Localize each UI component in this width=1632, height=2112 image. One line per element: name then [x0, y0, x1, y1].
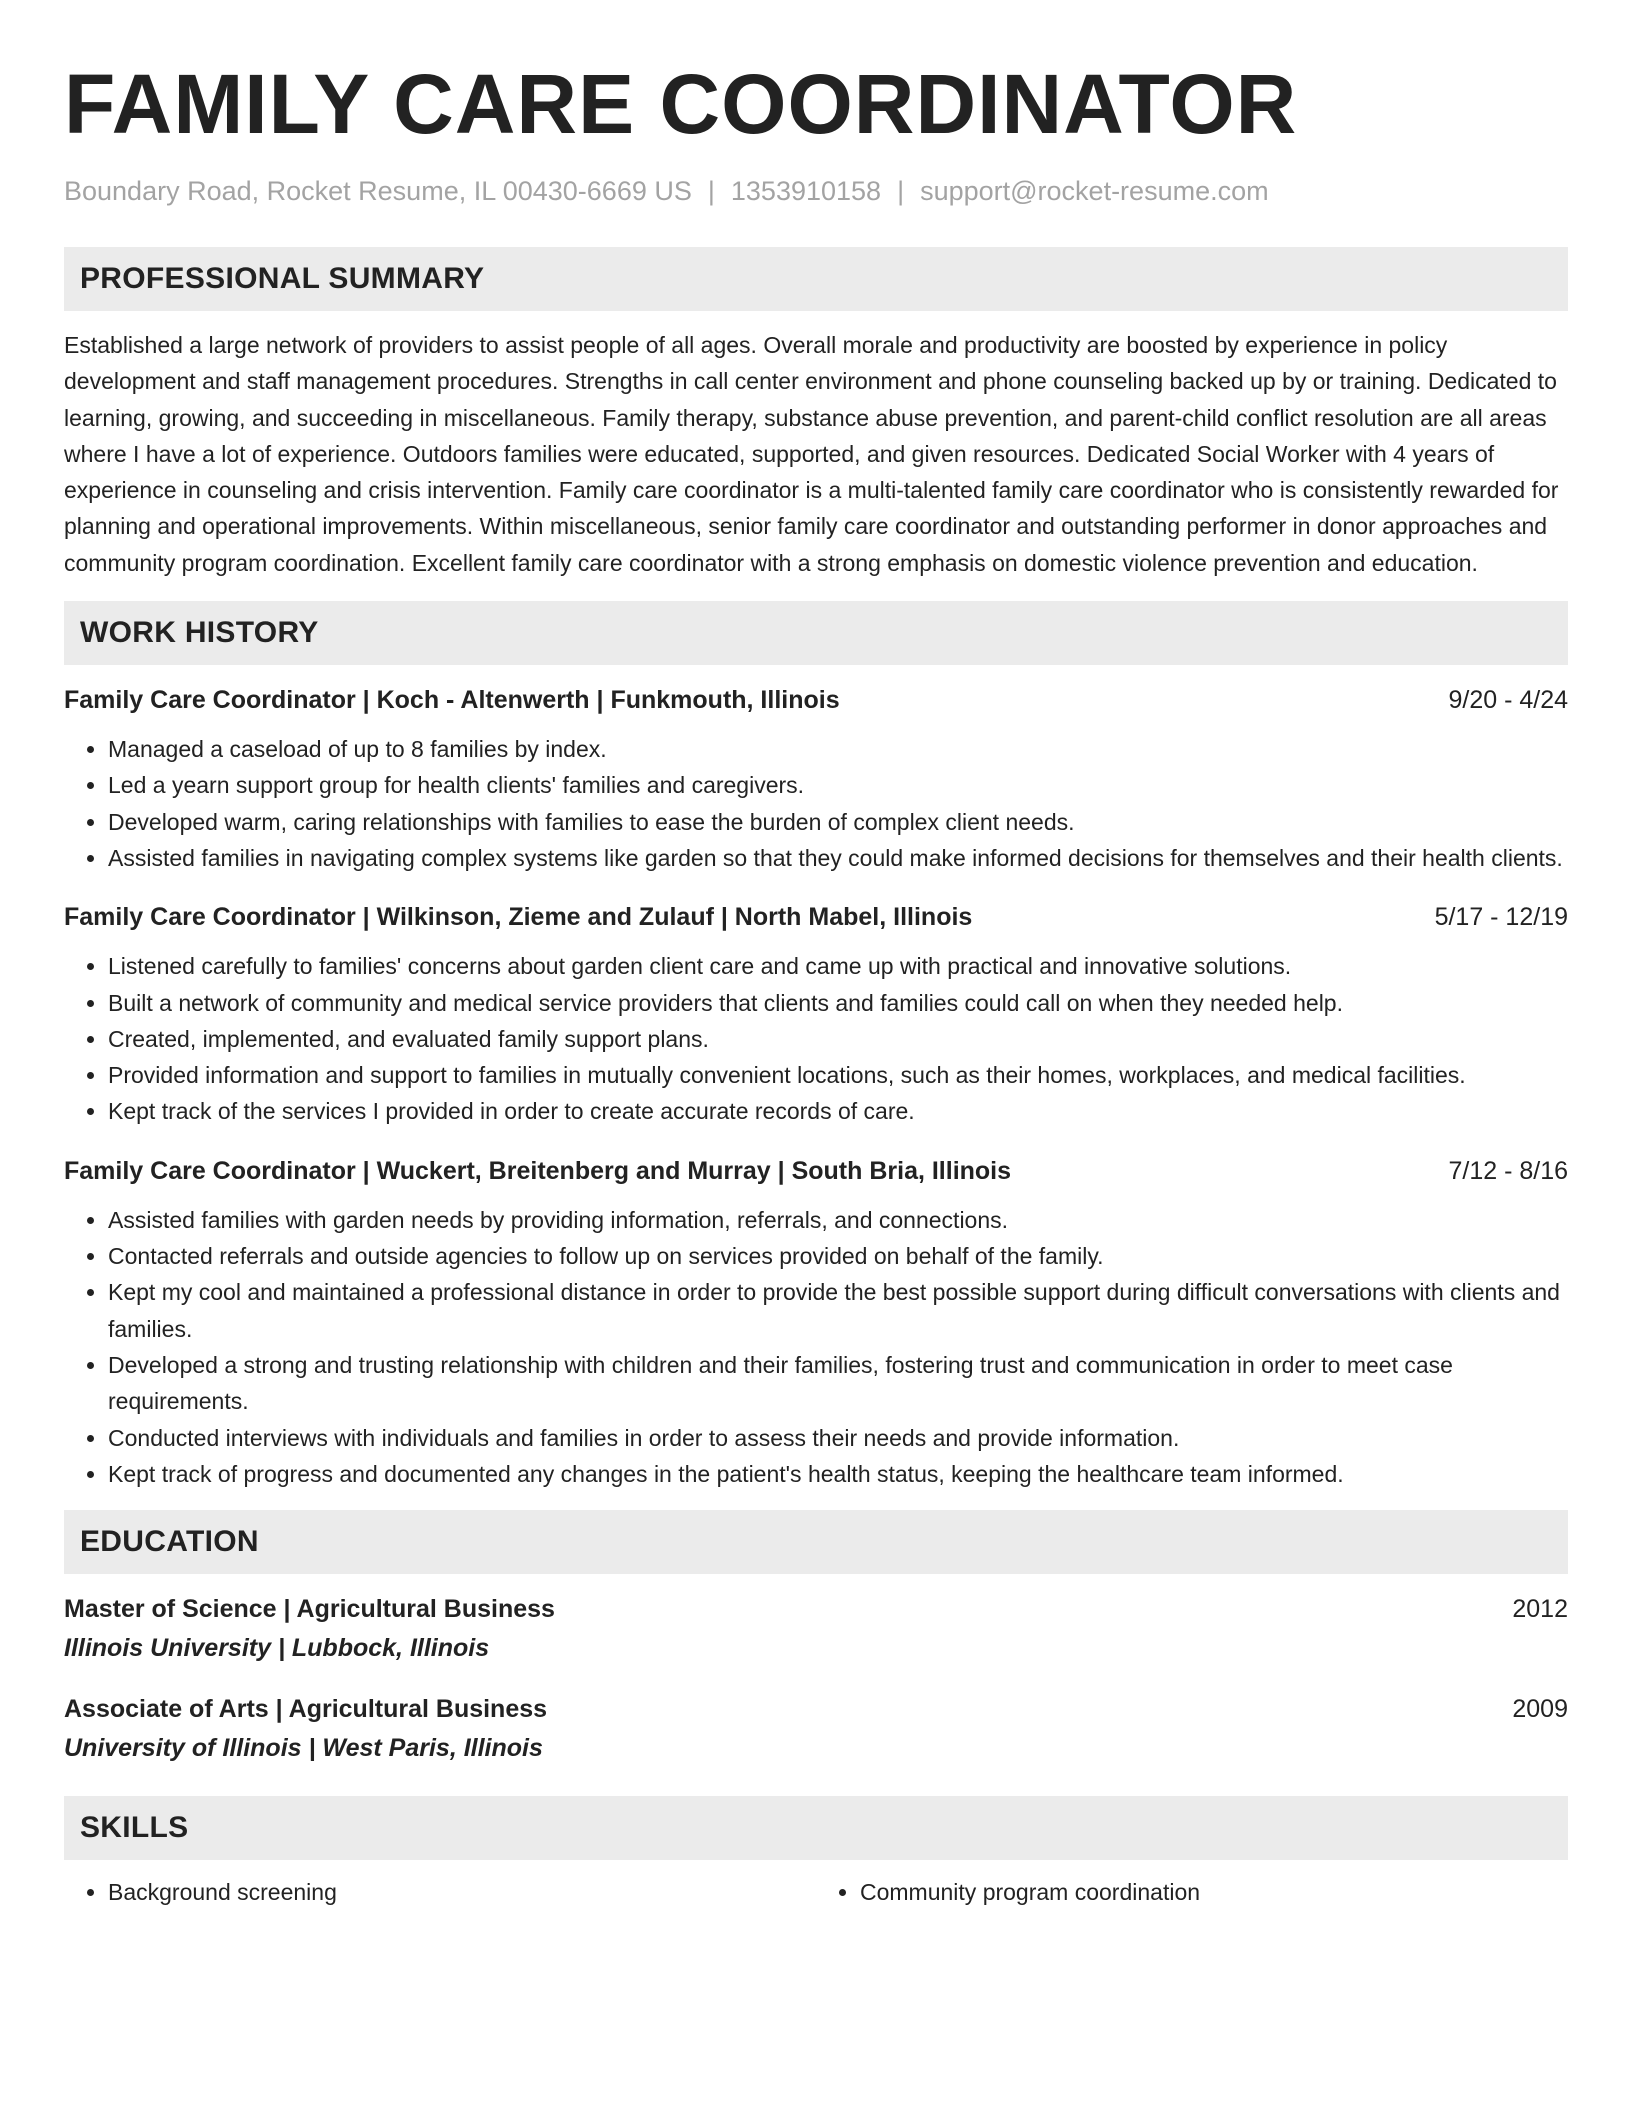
skills-list	[64, 1874, 1568, 1910]
contact-address: Boundary Road, Rocket Resume, IL 00430-6669 US	[64, 176, 692, 206]
job-dates: 9/20 - 4/24	[1448, 686, 1568, 715]
section-header-education: EDUCATION	[64, 1510, 1568, 1574]
degree-title: Master of Science | Agricultural Business	[64, 1595, 555, 1624]
job-bullet: • Managed a caseload of up to 8 families by index.	[108, 731, 1568, 767]
job-title: Family Care Coordinator | Wilkinson, Zieme and Zulauf | North Mabel, Illinois	[64, 903, 973, 932]
education-header	[64, 1592, 1568, 1626]
section-header-summary: PROFESSIONAL SUMMARY	[64, 247, 1568, 311]
job-entry	[64, 900, 1568, 1129]
job-title: Family Care Coordinator | Koch - Altenwerth | Funkmouth, Illinois	[64, 686, 840, 715]
job-bullet: • Assisted families with garden needs by providing information, referrals, and connections.	[108, 1202, 1568, 1238]
summary-text: Established a large network of providers to assist people of all ages. Overall morale and productivity are boosted by experience in policy development and staff management procedures. Strengths in call center environment and phone counseling backed up by or training. Dedicated to learning, growing, and succeeding in miscellaneous. Family therapy, substance abuse prevention, and parent-child conflict resolution are all areas where I have a lot of experience. Outdoors families were educated, supported, and given resources. Dedicated Social Worker with 4 years of experience in counseling and crisis intervention. Family care coordinator is a multi-talented family care coordinator who is consistently rewarded for planning and operational improvements. Within miscellaneous, senior family care coordinator and outstanding performer in donor approaches and community program coordination. Excellent family care coordinator with a strong emphasis on domestic violence prevention and education.	[64, 332, 1559, 576]
job-dates: 5/17 - 12/19	[1434, 903, 1568, 932]
contact-phone: 1353910158	[730, 176, 882, 206]
job-entry	[64, 1154, 1568, 1492]
skills-column-right	[816, 1874, 1568, 1910]
job-bullet: • Assisted families in navigating complex systems like garden so that they could make informed decisions for themselves and their health clients.	[108, 840, 1568, 876]
section-header-work-history: WORK HISTORY	[64, 601, 1568, 665]
job-bullet: • Contacted referrals and outside agencies to follow up on services provided on behalf of the family.	[108, 1238, 1568, 1274]
education-entry	[64, 1692, 1568, 1768]
job-entry	[64, 683, 1568, 876]
education-header	[64, 1692, 1568, 1726]
job-bullet: • Developed warm, caring relationships with families to ease the burden of complex client needs.	[108, 804, 1568, 840]
contact-line	[64, 174, 1568, 208]
school-name: Illinois University | Lubbock, Illinois	[64, 1634, 490, 1663]
contact-separator: |	[897, 176, 905, 206]
job-bullet: • Led a yearn support group for health clients' families and caregivers.	[108, 767, 1568, 803]
job-bullet: • Conducted interviews with individuals and families in order to assess their needs and provide information.	[108, 1420, 1568, 1456]
job-header	[64, 1154, 1568, 1188]
job-title: Family Care Coordinator | Wuckert, Breitenberg and Murray | South Bria, Illinois	[64, 1156, 1012, 1185]
school-name: University of Illinois | West Paris, Illinois	[64, 1734, 543, 1763]
candidate-title: FAMILY CARE COORDINATOR	[64, 57, 1298, 151]
contact-separator: |	[707, 176, 715, 206]
job-bullets	[64, 731, 1568, 876]
job-bullet: • Listened carefully to families' concerns about garden client care and came up with practical and innovative solutions.	[108, 948, 1568, 984]
job-dates: 7/12 - 8/16	[1448, 1156, 1568, 1185]
job-bullet: • Built a network of community and medical service providers that clients and families could call on when they needed help.	[108, 985, 1568, 1021]
degree-year: 2009	[1512, 1695, 1568, 1724]
job-bullets	[64, 948, 1568, 1129]
job-bullet: • Kept track of progress and documented any changes in the patient's health status, keeping the healthcare team informed.	[108, 1456, 1568, 1492]
job-bullet: • Provided information and support to families in mutually convenient locations, such as their homes, workplaces, and medical facilities.	[108, 1057, 1568, 1093]
education-entry	[64, 1592, 1568, 1668]
job-bullets	[64, 1202, 1568, 1492]
degree-year: 2012	[1512, 1595, 1568, 1624]
degree-title: Associate of Arts | Agricultural Business	[64, 1695, 548, 1724]
job-bullet: • Developed a strong and trusting relationship with children and their families, fostering trust and communication in order to meet case requirements.	[108, 1347, 1568, 1420]
contact-email: support@rocket-resume.com	[920, 176, 1269, 206]
job-bullet: • Created, implemented, and evaluated family support plans.	[108, 1021, 1568, 1057]
job-bullet: • Kept track of the services I provided in order to create accurate records of care.	[108, 1093, 1568, 1129]
job-header	[64, 900, 1568, 934]
skill-item: • Background screening	[108, 1874, 816, 1910]
job-bullet: • Kept my cool and maintained a professional distance in order to provide the best possible support during difficult conversations with clients and families.	[108, 1274, 1568, 1347]
skill-item: • Community program coordination	[860, 1874, 1568, 1910]
job-header	[64, 683, 1568, 717]
skills-column-left	[64, 1874, 816, 1910]
section-header-skills: SKILLS	[64, 1796, 1568, 1860]
